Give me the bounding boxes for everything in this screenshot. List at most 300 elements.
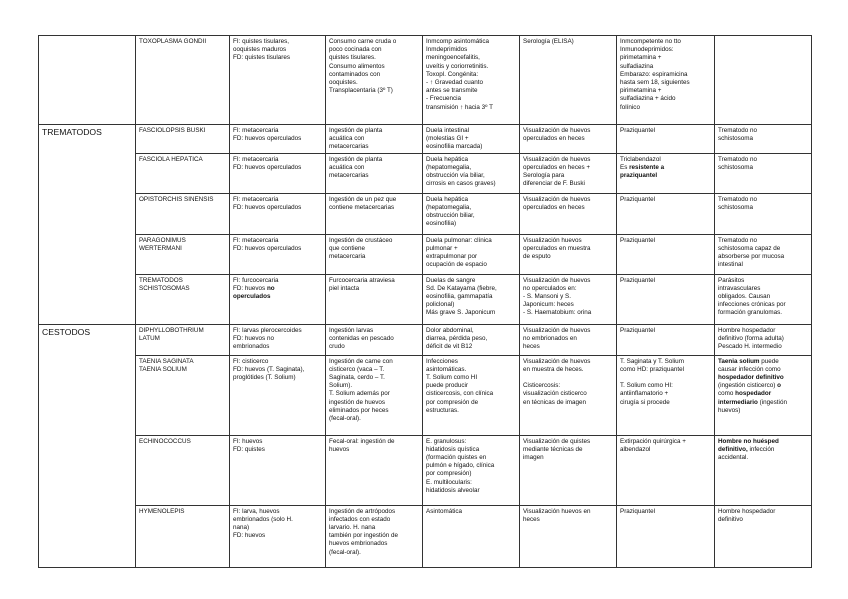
clinic-line: Dolor abdominal, [426,326,474,334]
clinic-line: puede producir [426,382,469,390]
group-cell [39,36,136,125]
transmission-line: infectados con estado [329,515,391,523]
notes-line: Hombre hospedador [718,507,776,515]
treatment-line: Triclabendazol [620,155,661,163]
parasite-name-text [139,277,226,293]
table-row [39,153,812,193]
parasite-name-text [139,127,226,135]
clinic-line: (formación quistes en [426,454,487,462]
diagnosis-line: Cisticercosis: [523,382,561,390]
transmission-line: Ingestión larvas [329,326,374,334]
treatment-cell [617,274,715,324]
forms-line: FD: huevos [233,532,266,540]
group-cell [39,234,136,274]
clinic-cell [423,505,520,567]
diagnosis-line: en muestra de heces. [523,365,584,373]
treatment-text [620,358,711,407]
diagnosis-line: heces [523,343,540,351]
group-cell [39,274,136,324]
diagnosis-cell [520,435,617,505]
treatment-cell [617,153,715,193]
forms-text [233,196,322,212]
notes-line: schistosoma [718,203,753,211]
treatment-line: pirimetamina + [620,54,662,62]
transmission-line: contaminados con [329,70,381,78]
diagnosis-line: Visualización de huevos [523,357,591,365]
treatment-line: pirimetamina + [620,87,662,95]
forms-prefix: FD: huevos [233,284,267,292]
notes-line: schistosoma [718,135,753,143]
forms-cell [230,193,326,234]
forms-cell [230,355,326,435]
transmission-text [329,327,419,352]
notes-line: Parásitos [718,276,745,284]
clinic-line: uveítis y coriorretinitis. [426,62,489,70]
notes-line [718,390,808,398]
forms-line: FD: huevos operculados [233,163,302,171]
clinic-text [426,237,516,270]
notes-line [718,374,808,382]
notes-line: schistosoma capaz de [718,244,781,252]
forms-text [233,156,322,172]
diagnosis-line [523,374,613,382]
clinic-line: Duela intestinal [426,127,470,134]
forms-cell [230,234,326,274]
clinic-line: E. multilocularis: [426,478,472,486]
clinic-line: - ↑ Gravedad cuanto [426,79,484,87]
forms-line: embrionados [233,343,270,351]
parasite-name-text [139,327,226,343]
treatment-line: T. Solium como HI: [620,382,673,390]
transmission-line: que contiene [329,244,366,252]
parasite-name-cell [136,355,230,435]
clinic-line: hidatidosis quística [426,445,480,453]
diagnosis-text [523,508,613,524]
notes-cell [715,234,812,274]
clinic-cell [423,234,520,274]
clinic-line: T. Solium como HI [426,374,478,382]
group-label: TREMATODOS [42,127,102,137]
clinic-text [426,156,516,189]
treatment-line: cirugía si procede [620,398,670,406]
forms-cell [230,505,326,567]
notes-bold: Taenia solium [718,357,760,365]
treatment-line: Praziquantel [620,236,656,244]
forms-line: FI: metacercaria [233,195,279,203]
diagnosis-line: operculados en muestra [523,244,591,252]
forms-cell [230,435,326,505]
forms-line [233,285,322,293]
clinic-line: pulmonar + [426,244,458,252]
diagnosis-cell [520,36,617,125]
clinic-cell [423,355,520,435]
table-row [39,435,812,505]
transmission-cell [326,505,423,567]
transmission-line: ingestión de huevos [329,398,386,406]
treatment-prefix: Es [620,163,630,171]
table-row [39,234,812,274]
treatment-line: Praziquantel [620,127,656,134]
notes-line [718,366,808,374]
transmission-cell [326,153,423,193]
clinic-line: antes se transmite [426,87,478,95]
transmission-line: huevos [329,445,350,453]
clinic-line: Duela hepática [426,195,469,203]
diagnosis-cell [520,153,617,193]
treatment-text [620,237,711,245]
forms-text [233,38,322,63]
transmission-line: Consumo carne cruda o [329,38,397,45]
notes-text [718,438,808,463]
group-cell [39,505,136,567]
forms-text [233,358,322,383]
transmission-line: metacercarias [329,143,369,151]
treatment-line: albendazol [620,445,651,453]
transmission-line: Fecal-oral: ingestión de [329,437,395,445]
clinic-line: pulmón e hígado, clínica [426,462,495,470]
parasite-name-line: ECHINOCOCCUS [139,437,191,445]
forms-cell [230,324,326,355]
diagnosis-line: - S. Mansoni y S. [523,293,571,301]
notes-text [718,358,808,415]
group-label: CESTODOS [42,326,91,337]
clinic-text [426,327,516,352]
treatment-line: Praziquantel [620,507,656,515]
forms-line: FI: larvas plerocercoides [233,326,302,334]
treatment-line: hasta sem 18, siguientes [620,79,690,87]
transmission-text [329,38,419,95]
clinic-line: (hepatomegalia, [426,203,472,211]
diagnosis-line: diferenciar de F. Buski [523,180,585,188]
transmission-line: quistes tisulares. [329,54,376,62]
forms-line: ooquistes maduros [233,46,287,54]
clinic-line: Duela hepática [426,155,469,163]
forms-line: embrionados (solo H. [233,515,293,523]
transmission-text [329,196,419,212]
diagnosis-line: imagen [523,454,544,462]
diagnosis-line: Visualización de huevos [523,155,591,163]
clinic-line: cisticercosis, con clínica [426,390,494,398]
clinic-cell [423,274,520,324]
parasite-name-cell [136,324,230,355]
diagnosis-line: heces [523,515,540,523]
transmission-line: T. Solium además por [329,390,390,398]
treatment-cell [617,324,715,355]
diagnosis-text [523,196,613,212]
notes-bold: o [777,382,782,390]
clinic-line: - Frecuencia [426,95,461,103]
transmission-line: Ingestión de un pez que [329,195,397,203]
treatment-cell [617,435,715,505]
diagnosis-line: - S. Haematobium: orina [523,309,592,317]
forms-cell [230,36,326,125]
parasite-name-line: PARAGONIMUS [139,236,186,244]
parasite-name-cell [136,153,230,193]
table-row [39,274,812,324]
treatment-line: antiinflamatorio + [620,390,669,398]
diagnosis-text [523,127,613,143]
clinic-text [426,358,516,415]
transmission-line: metacercarias [329,172,369,180]
parasite-name-line: FASCIOLOPSIS BUSKI [139,127,206,134]
forms-line: proglótides (T. Solium) [233,374,296,382]
parasite-name-line: WERTERMANI [139,244,182,252]
transmission-line: Solium). [329,382,353,390]
diagnosis-line: Visualización de huevos [523,195,591,203]
transmission-line: Ingestión de artrópodos [329,507,396,515]
clinic-line: policlonal) [426,301,455,309]
group-cell [39,324,136,355]
clinic-line: E. granulosus: [426,437,467,445]
parasite-name-cell [136,36,230,125]
notes-line [718,454,808,462]
forms-line: FD: huevos no [233,334,274,342]
clinic-line: estructuras. [426,406,459,414]
transmission-line: Ingestión de planta [329,127,383,134]
transmission-line: Transplacentaria (3º T) [329,87,393,95]
forms-line: FI: cisticerco [233,357,269,365]
notes-line: infecciones crónicas por [718,301,786,309]
treatment-text [620,508,711,516]
notes-segment: como [718,390,736,398]
notes-line [718,438,808,446]
diagnosis-line: en técnicas de imagen [523,398,587,406]
clinic-line: Toxopl. Congénita: [426,70,479,78]
forms-line: FI: furcocercaria [233,276,279,284]
forms-line: FD: huevos operculados [233,244,302,252]
clinic-line: Infecciones [426,357,458,365]
notes-line: Trematodo no [718,127,757,134]
treatment-line: Inmunodeprimidos: [620,46,674,54]
notes-segment: infección [747,445,775,453]
notes-bold: intermediario [718,398,758,406]
parasite-table [38,35,812,568]
diagnosis-line: operculados en heces [523,135,585,143]
diagnosis-line: Visualización de huevos [523,326,591,334]
notes-line [718,382,808,390]
notes-line [718,358,808,366]
transmission-line: poco cocinada con [329,46,382,54]
diagnosis-line: Visualización huevos [523,236,582,244]
clinic-line: asintomáticas. [426,365,467,373]
notes-line: formación granulomas. [718,309,783,317]
clinic-line: obstrucción biliar, [426,212,475,220]
transmission-line: eliminados por heces [329,406,389,414]
forms-text [233,508,322,541]
parasite-name-cell [136,274,230,324]
notes-segment: puede [759,357,779,365]
forms-line: FI: quistes tisulares, [233,38,289,45]
clinic-cell [423,324,520,355]
clinic-line: (hepatomegalia, [426,163,472,171]
transmission-text [329,277,419,293]
diagnosis-cell [520,505,617,567]
transmission-text [329,237,419,262]
notes-bold: Hombre no huésped [718,437,779,445]
transmission-text [329,438,419,454]
transmission-cell [326,435,423,505]
parasite-name-text [139,508,226,516]
treatment-text [620,127,711,135]
treatment-text [620,196,711,204]
treatment-cell [617,355,715,435]
notes-segment: accidental. [718,454,749,462]
transmission-line: larvario. H. nana [329,524,376,532]
transmission-cell [326,355,423,435]
notes-text [718,327,808,352]
table-row [39,193,812,234]
treatment-line: Inmcompetente no tto [620,38,681,45]
notes-cell [715,193,812,234]
transmission-line: Saginata, cerdo – T. [329,374,385,382]
treatment-bold: praziquantel [620,172,658,180]
diagnosis-cell [520,274,617,324]
notes-cell [715,274,812,324]
treatment-text [620,156,711,181]
treatment-cell [617,234,715,274]
diagnosis-text [523,277,613,318]
diagnosis-line: Serología (ELISA) [523,38,574,45]
notes-cell [715,505,812,567]
forms-bold: no [266,284,275,292]
notes-text [718,508,808,524]
transmission-line: (fecal-oral). [329,415,361,423]
clinic-line: Duela pulmonar: clínica [426,236,492,244]
treatment-line: Extirpación quirúrgica + [620,437,686,445]
treatment-text [620,327,711,335]
transmission-cell [326,274,423,324]
transmission-line: contiene metacercarias [329,203,395,211]
clinic-cell [423,153,520,193]
notes-bold: hospedador definitivo [718,374,784,382]
clinic-line: Inmdeprimidos [426,46,468,54]
notes-line: absorberse por mucosa [718,253,785,261]
treatment-bold: resistente a [629,163,665,171]
transmission-line: Ingestión de crustáceo [329,236,393,244]
parasite-name-line: DIPHYLLOBOTHRIUM [139,326,204,334]
forms-line: FI: larva, huevos [233,507,280,515]
clinic-line: por compresión de [426,398,479,406]
clinic-text [426,196,516,229]
treatment-line: sulfadiazina [620,62,654,70]
diagnosis-text [523,358,613,407]
clinic-text [426,277,516,318]
clinic-line: diarrea, pérdida peso, [426,334,488,342]
treatment-text [620,38,711,112]
notes-line: definitivo [718,515,743,523]
notes-line: obligados. Causan [718,293,771,301]
clinic-line: meningoencefalitis, [426,54,480,62]
notes-line: Pescado H. intermedio [718,343,782,351]
parasite-name-line: HYMENOLEPIS [139,507,185,515]
forms-cell [230,274,326,324]
clinic-line: (molestias GI + [426,135,469,143]
diagnosis-line: visualización cisticerco [523,390,587,398]
transmission-line: también por ingestión de [329,532,398,540]
diagnosis-line: no operculados en: [523,284,577,292]
parasite-name-line: LATUM [139,334,160,342]
diagnosis-line: Visualización de huevos [523,127,591,134]
notes-segment: causar infección como [718,365,781,373]
notes-line: Trematodo no [718,155,757,163]
clinic-text [426,38,516,112]
clinic-line: eosinofilia, gammapatía [426,293,493,301]
parasite-summary-sheet [38,35,811,565]
transmission-cell [326,324,423,355]
clinic-line: cirrosis en casos graves) [426,180,496,188]
table-row [39,355,812,435]
diagnosis-line: operculados en heces + [523,163,591,171]
diagnosis-line: Japonicum: heces [523,301,574,309]
forms-line: FI: metacercaria [233,155,279,163]
notes-line [718,446,808,454]
treatment-line: Praziquantel [620,195,656,203]
transmission-line: Ingestión de carne con [329,357,393,365]
treatment-cell [617,36,715,125]
notes-cell [715,36,812,125]
diagnosis-line: Visualización de quistes [523,437,591,445]
notes-text [718,196,808,212]
parasite-name-text [139,156,226,164]
clinic-line: Duelas de sangre [426,276,476,284]
forms-cell [230,153,326,193]
notes-bold: hospedador [735,390,772,398]
clinic-line: Sd. De Katayama (fiebre, [426,284,497,292]
treatment-line [620,164,711,172]
notes-cell [715,435,812,505]
diagnosis-text [523,438,613,463]
diagnosis-line: mediante técnicas de [523,445,583,453]
forms-line: FI: metacercaria [233,127,279,134]
treatment-line: Praziquantel [620,326,656,334]
forms-bold: operculados [233,293,271,301]
group-cell [39,153,136,193]
forms-line: FD: quistes tisulares [233,54,291,62]
clinic-line: Inmcomp asintomática [426,38,489,45]
clinic-line: Asintomática [426,507,463,515]
notes-text [718,127,808,143]
notes-line: definitivo (forma adulta) [718,334,784,342]
notes-cell [715,355,812,435]
transmission-line: metacercaria [329,253,366,261]
parasite-name-line: SCHISTOSOMAS [139,284,190,292]
forms-text [233,127,322,143]
clinic-line: por compresión) [426,470,472,478]
treatment-line: sulfadiazina + ácido [620,95,676,103]
transmission-line: Ingestión de planta [329,155,383,163]
notes-segment: huevos) [718,406,741,414]
table-row [39,36,812,125]
transmission-line: acuática con [329,163,365,171]
clinic-text [426,127,516,152]
transmission-line: Consumo alimentos [329,62,385,70]
notes-segment: (ingestión [757,398,787,406]
clinic-line: eosinofilia marcada) [426,143,483,151]
notes-cell [715,125,812,154]
notes-segment: (ingestión cisticerco) [718,382,778,390]
parasite-name-cell [136,234,230,274]
treatment-line: como HD: praziquantel [620,365,685,373]
clinic-cell [423,125,520,154]
transmission-text [329,358,419,424]
treatment-line: Praziquantel [620,276,656,284]
diagnosis-cell [520,125,617,154]
notes-line: Trematodo no [718,236,757,244]
parasite-name-line: TAENIA SOLIUM [139,365,187,373]
treatment-text [620,438,711,454]
notes-line: intestinal [718,261,743,269]
diagnosis-line: Visualización de huevos [523,276,591,284]
